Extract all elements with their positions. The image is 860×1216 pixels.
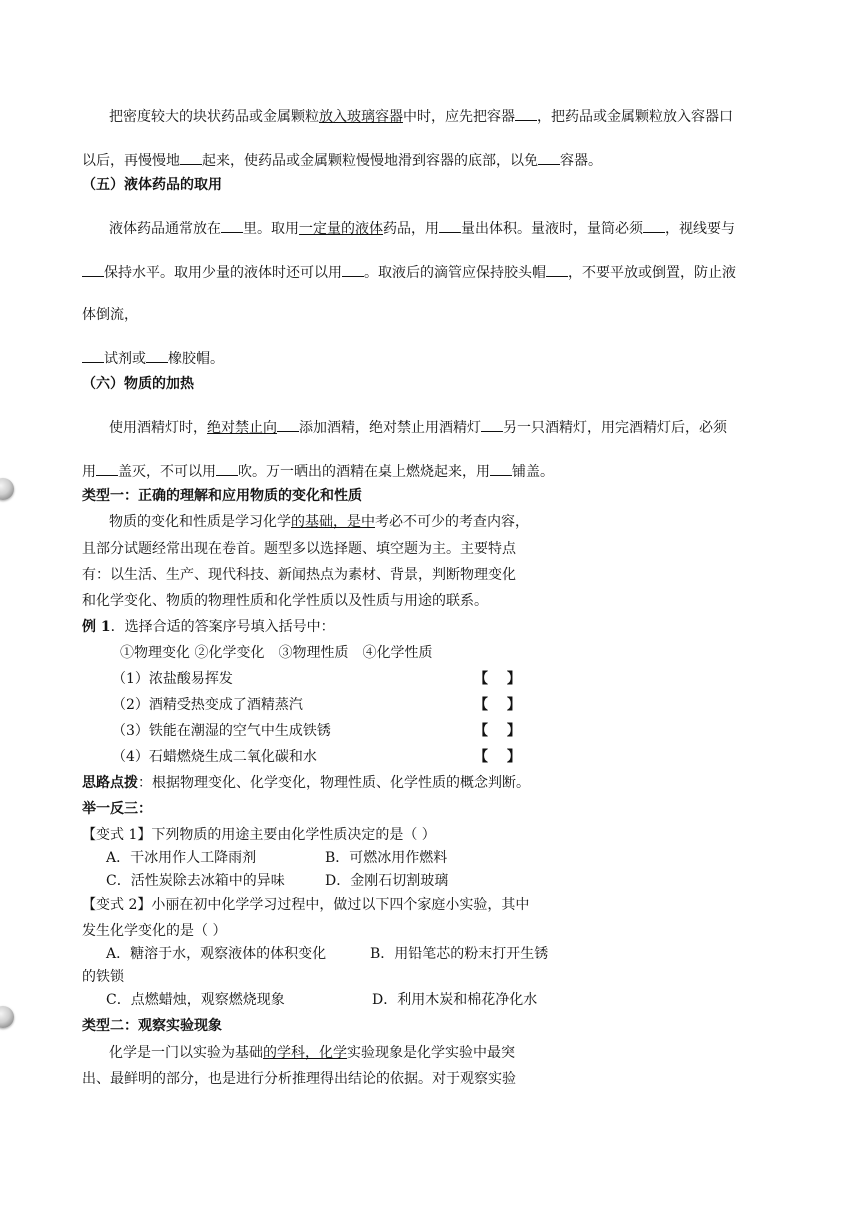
liquid-heading: （五）液体药品的取用 — [82, 177, 222, 193]
type2-heading: 类型二：观察实验现象 — [82, 1018, 222, 1034]
variant-1-option-a[interactable]: A．干冰用作人工降雨剂 — [106, 850, 257, 866]
example-1-item-1: （1）浓盐酸易挥发 — [112, 671, 233, 687]
type1-intro-line-1 — [109, 512, 529, 532]
text-fragment: 药品，用 — [383, 221, 439, 237]
variant-2-stem-line-1: 【变式 2】小丽在初中化学学习过程中，做过以下四个家庭小实验，其中 — [82, 897, 530, 913]
text-fragment: 以后，再慢慢地 — [82, 153, 180, 169]
type1-intro-line-4: 和化学变化、物质的物理性质和化学性质以及性质与用途的联系。 — [82, 593, 488, 609]
fill-blank[interactable] — [538, 150, 560, 165]
fill-blank[interactable] — [515, 106, 537, 121]
variant-2-option-d[interactable]: D．利用木炭和棉花净化水 — [372, 992, 538, 1008]
solid-paragraph-line-1 — [109, 106, 733, 127]
variant-1-option-d[interactable]: D．金刚石切割玻璃 — [325, 873, 449, 889]
heating-paragraph-line-1 — [109, 417, 727, 438]
text-fragment: 保持水平。取用少量的液体时还可以用 — [104, 265, 342, 281]
example-1-item-2: （2）酒精受热变成了酒精蒸汽 — [112, 697, 303, 713]
variant-2-option-c[interactable]: C．点燃蜡烛，观察燃烧现象 — [106, 992, 285, 1008]
type1-heading: 类型一：正确的理解和应用物质的变化和性质 — [82, 488, 362, 504]
fill-blank[interactable] — [146, 348, 168, 363]
text-fragment: 。取液后的滴管应保持胶头帽 — [364, 265, 546, 281]
text-fragment: 容器。 — [560, 153, 602, 169]
variant-2-option-b-continued: 的铁锁 — [82, 969, 124, 985]
binder-hole-icon — [0, 1006, 14, 1028]
fill-blank[interactable] — [216, 461, 238, 476]
text-fragment: 使用酒精灯时， — [109, 420, 207, 436]
fill-blank[interactable] — [342, 262, 364, 277]
fill-blank[interactable] — [82, 348, 104, 363]
underlined-text: 的基础，是中 — [291, 514, 375, 530]
fill-blank[interactable] — [82, 262, 104, 277]
answer-bracket[interactable]: 【 】 — [474, 671, 521, 687]
underlined-text: 一定量的液体 — [299, 221, 383, 237]
hint-line — [82, 773, 530, 793]
fill-blank[interactable] — [277, 417, 299, 432]
text-fragment: 把密度较大的块状药品或金属颗粒 — [109, 109, 319, 125]
liquid-paragraph-line-1 — [109, 218, 735, 239]
example-1-options: ①物理变化 ②化学变化 ③物理性质 ④化学性质 — [120, 645, 433, 661]
variant-1-option-c[interactable]: C．活性炭除去冰箱中的异味 — [106, 873, 285, 889]
heating-heading: （六）物质的加热 — [82, 376, 194, 392]
text-fragment: 添加酒精，绝对禁止用酒精灯 — [299, 420, 481, 436]
example-1-item-3: （3）铁能在潮湿的空气中生成铁锈 — [112, 723, 331, 739]
variant-1-stem: 【变式 1】下列物质的用途主要由化学性质决定的是（ ） — [82, 827, 436, 843]
variant-1-option-b[interactable]: B．可燃冰用作燃料 — [325, 850, 448, 866]
variant-2-stem-line-2: 发生化学变化的是（ ） — [82, 923, 227, 939]
underlined-text: 的学科，化学 — [263, 1045, 347, 1061]
fill-blank[interactable] — [481, 417, 503, 432]
text-fragment: 实验现象是化学实验中最突 — [347, 1045, 515, 1061]
heating-paragraph-line-2 — [82, 461, 554, 482]
type2-intro-line-1 — [109, 1043, 515, 1063]
underlined-text: 绝对禁止向 — [207, 420, 277, 436]
fill-blank[interactable] — [439, 218, 461, 233]
liquid-paragraph-line-3: 体倒流， — [82, 307, 138, 323]
example-1-item-4: （4）石蜡燃烧生成二氧化碳和水 — [112, 749, 317, 765]
example-label: 例 1 — [82, 619, 111, 635]
example-1-stem — [82, 617, 335, 637]
fill-blank[interactable] — [643, 218, 665, 233]
solid-paragraph-line-2 — [82, 150, 602, 171]
liquid-paragraph-line-4 — [82, 348, 224, 369]
text-fragment: 试剂或 — [104, 351, 146, 367]
answer-bracket[interactable]: 【 】 — [474, 749, 521, 765]
text-fragment: 液体药品通常放在 — [109, 221, 221, 237]
answer-bracket[interactable]: 【 】 — [474, 697, 521, 713]
variant-2-option-b[interactable]: B．用铅笔芯的粉末打开生锈 — [370, 946, 549, 962]
practice-label: 举一反三： — [82, 801, 152, 817]
text-fragment: 橡胶帽。 — [168, 351, 224, 367]
text-fragment: 考必不可少的考查内容， — [375, 514, 529, 530]
underlined-text: 放入玻璃容器 — [319, 109, 403, 125]
text-fragment: 量出体积。量液时，量筒必须 — [461, 221, 643, 237]
fill-blank[interactable] — [96, 461, 118, 476]
text-fragment: 里。取用 — [243, 221, 299, 237]
fill-blank[interactable] — [180, 150, 202, 165]
text-fragment: ，把药品或金属颗粒放入容器口 — [537, 109, 733, 125]
text-fragment: 化学是一门以实验为基础 — [109, 1045, 263, 1061]
text-fragment: ：根据物理变化、化学变化，物理性质、化学性质的概念判断。 — [138, 775, 530, 791]
fill-blank[interactable] — [221, 218, 243, 233]
text-fragment: 起来，使药品或金属颗粒慢慢地滑到容器的底部，以免 — [202, 153, 538, 169]
liquid-paragraph-line-2 — [82, 262, 736, 283]
text-fragment: ，视线要与 — [665, 221, 735, 237]
type1-intro-line-2: 且部分试题经常出现在卷首。题型多以选择题、填空题为主。主要特点 — [82, 541, 516, 557]
variant-2-option-a[interactable]: A．糖溶于水，观察液体的体积变化 — [106, 946, 327, 962]
binder-hole-icon — [0, 478, 14, 500]
text-fragment: ．选择合适的答案序号填入括号中： — [110, 619, 335, 635]
fill-blank[interactable] — [546, 262, 568, 277]
text-fragment: 盖灭，不可以用 — [118, 464, 216, 480]
type1-intro-line-3: 有：以生活、生产、现代科技、新闻热点为素材、背景，判断物理变化 — [82, 567, 516, 583]
text-fragment: 物质的变化和性质是学习化学 — [109, 514, 291, 530]
text-fragment: ，不要平放或倒置，防止液 — [568, 265, 736, 281]
text-fragment: 铺盖。 — [512, 464, 554, 480]
fill-blank[interactable] — [490, 461, 512, 476]
text-fragment: 中时，应先把容器 — [403, 109, 515, 125]
text-fragment: 用 — [82, 464, 96, 480]
text-fragment: 吹。万一晒出的酒精在桌上燃烧起来，用 — [238, 464, 490, 480]
type2-intro-line-2: 出、最鲜明的部分，也是进行分析推理得出结论的依据。对于观察实验 — [82, 1071, 516, 1087]
hint-label: 思路点拨 — [82, 775, 138, 791]
text-fragment: 另一只酒精灯，用完酒精灯后，必须 — [503, 420, 727, 436]
answer-bracket[interactable]: 【 】 — [474, 723, 521, 739]
